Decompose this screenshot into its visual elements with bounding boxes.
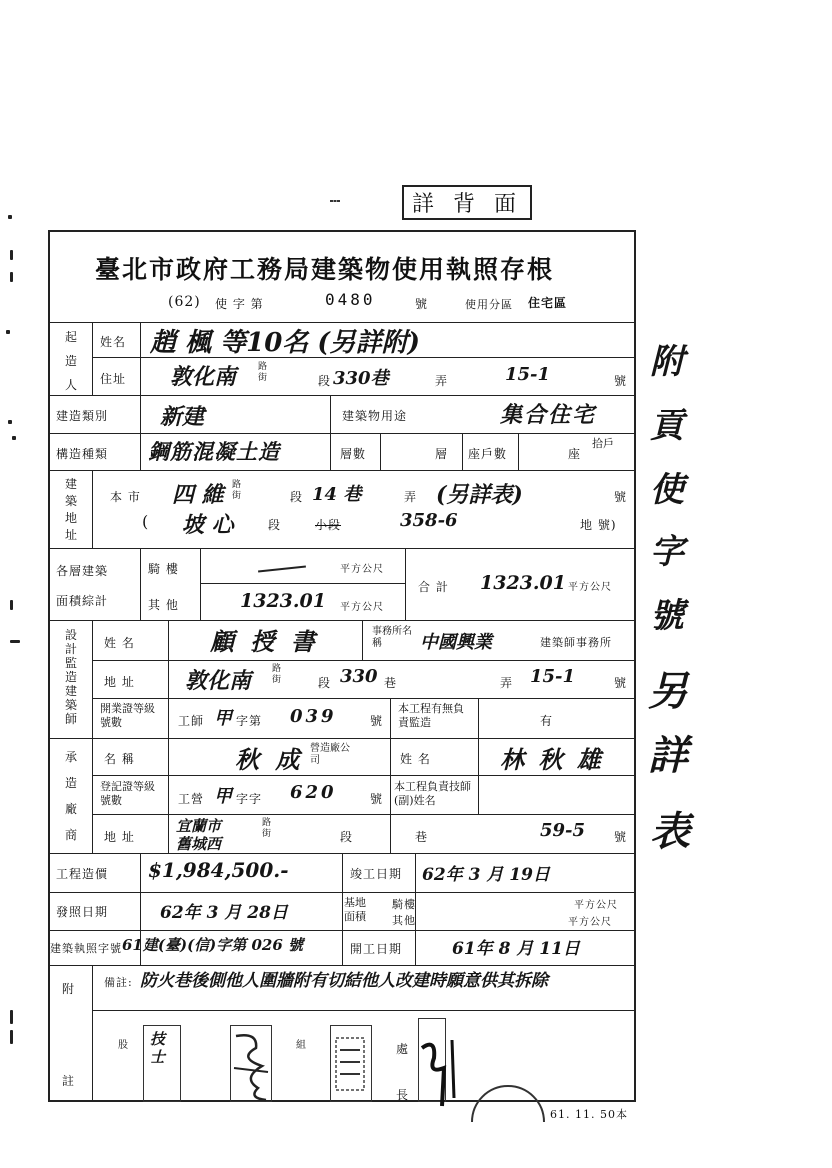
contractor-reg-prefix: 工營 [178,792,205,806]
permit-word: 使 字 第 [215,297,264,311]
rule-architect-top [48,620,636,621]
area-other-unit: 平方公尺 [340,602,384,613]
applicant-name-label: 姓名 [100,335,127,349]
rule-signature-top [92,1010,636,1011]
form-title: 臺北市政府工務局建築物使用執照存根 [95,255,555,284]
permit-hao: 號 [415,297,429,311]
vline-area-3 [405,548,406,620]
architect-addr-lane-label: 段 [318,676,332,690]
scan-speck [10,600,13,610]
vline-architect-3 [362,620,363,660]
round-seal-partial [466,1082,546,1122]
contractor-tech-label: 本工程負責技師(副)姓名 [394,780,471,807]
small-stamp [330,200,340,202]
households-label: 座戶數 [468,447,508,461]
applicant-addr-no: 15-1 [505,364,551,385]
rule-contractor-1 [92,775,636,776]
signature-scribble-3 [414,1018,464,1108]
architect-cert-no: 039 [290,706,337,727]
vline-structure-4 [462,433,463,471]
building-use-label: 建築物用途 [342,409,408,423]
architect-office-label: 事務所名稱 [372,626,412,649]
architect-cert-hao: 號 [370,714,384,728]
base-area-label: 基地面積 [344,896,366,923]
applicant-addr-lane: 330巷 [333,368,389,389]
architect-cert-zi: 字第 [236,714,263,728]
applicant-section-label: 起造人 [64,330,77,392]
applicant-addr-label: 住址 [100,372,127,386]
contractor-name-label: 名 稱 [104,752,135,766]
floors-label: 層數 [340,447,367,461]
scan-speck [8,420,12,424]
vline-architect-4 [390,698,391,853]
architect-addr-label: 地 址 [104,675,135,689]
zoning-label: 使用分區 [465,298,513,311]
vline-remarks [92,965,93,1102]
architect-section-label: 設計監造建築師 [64,628,77,726]
rule-structure-top [48,433,636,434]
site-section-label: 建築地址 [64,477,77,542]
vline-structure-5 [518,433,519,471]
site-road: 四 維 [172,482,224,508]
architect-addr-nong: 弄 [500,676,514,690]
permit-no-label: 建築執照字號 [50,942,122,955]
margin-right-line3: 另詳 [648,668,688,779]
vline-category-2 [330,395,331,433]
remarks-label: 附 [62,982,76,996]
site-small-duan: 小段 [315,518,342,532]
contractor-reg-no: 620 [290,782,337,803]
rule-site-top [48,470,636,471]
base-unit-2: 平方公尺 [568,917,612,928]
vline-architect [92,620,93,853]
base-arcade: 騎樓 [392,898,416,911]
contractor-addr-label: 地 址 [104,830,135,844]
issue-value: 62年 3 月 28日 [160,903,288,923]
structure-value: 鋼筋混凝土造 [148,439,280,464]
scan-speck [10,1010,13,1024]
cost-value: $1,984,500.- [148,858,289,882]
rule-contractor-2 [92,814,636,815]
signature-ke: 股 [118,1040,129,1051]
architect-addr-no: 15-1 [530,666,576,687]
site-hao: 號 [614,490,628,504]
issue-label: 發照日期 [56,905,109,919]
margin-right-line1: 附貢使 [650,342,684,510]
architect-supervision-label: 本工程有無負責監造 [398,702,464,729]
signature-ji: 技士 [150,1030,166,1066]
contractor-addr-city: 宜蘭市 [176,817,222,835]
completion-label: 竣工日期 [350,867,403,881]
vline-applicant-2 [140,322,141,396]
architect-addr-hao: 號 [614,676,628,690]
site-note: (另詳表) [436,482,523,508]
signature-scribble-2 [330,1030,374,1100]
rule-area-top [48,548,636,549]
area-arcade-label: 騎 樓 [148,562,179,576]
remarks-prefix: 備註: [104,976,133,989]
contractor-addr-road-suffix: 路街 [262,818,272,839]
contractor-person-value: 林 秋 雄 [500,745,604,774]
signature-chu: 處 [396,1042,410,1056]
architect-addr-lane-suffix: 巷 [384,676,398,690]
permit-number: 0480 [325,290,376,309]
applicant-name-value: 趙 楓 等10名 (另詳附) [150,328,420,358]
site-sub-section: 坡 心 [182,512,234,538]
completion-value: 62年 3 月 19日 [422,865,550,885]
site-nong: 弄 [404,490,418,504]
households-zuo: 座 [568,447,582,461]
applicant-addr-road-suffix: 路街 [258,362,268,383]
cost-label: 工程造價 [56,867,109,881]
contractor-addr-road: 舊城西 [176,835,222,853]
permit-prefix: (62) [168,294,201,310]
building-use-value: 集合住宅 [500,402,597,428]
applicant-addr-nong: 弄 [435,374,449,388]
margin-right-line2: 字號 [650,532,684,636]
contractor-reg-hao: 號 [370,792,384,806]
area-other-label: 其 他 [148,598,179,612]
vline-structure-3 [380,433,381,471]
structure-label: 構造種類 [56,447,109,461]
vline-architect-5 [478,698,479,814]
site-lot-label: 地 號) [580,518,617,532]
site-lot: 358-6 [400,510,458,531]
households-note: 拾戶 [592,437,614,450]
architect-addr-lane: 330 [340,666,378,687]
architect-addr-road-suffix: 路街 [272,664,282,685]
vline-cost-2 [342,853,343,965]
architect-name-label: 姓 名 [104,636,135,650]
contractor-addr-no: 59-5 [540,820,586,841]
contractor-name-suffix: 營造廠公司 [310,743,350,766]
category-value: 新建 [160,404,205,430]
architect-cert-grade: 甲 [214,708,232,729]
rule-architect-2 [92,698,636,699]
architect-office-suffix: 建築師事務所 [540,636,612,649]
contractor-name-value: 秋 成 [235,745,304,774]
site-duan: 段 [290,490,304,504]
area-total-unit: 平方公尺 [568,582,612,593]
architect-addr-road: 敦化南 [185,668,252,694]
remarks-value: 防火巷後側他人圍牆附有切結他人改建時願意供其拆除 [140,971,548,991]
vline-area-2 [200,548,201,620]
contractor-addr-hao: 號 [614,830,628,844]
area-total-value: 1323.01 [480,572,566,594]
rule-category-top [48,395,636,396]
vline-category [140,395,141,471]
area-arcade-unit: 平方公尺 [340,564,384,575]
margin-right-line4: 表 [650,808,690,855]
applicant-addr-hao: 號 [614,374,628,388]
zoning-value: 住宅區 [528,296,568,310]
category-label: 建造類別 [56,409,109,423]
signature-zhang2: 長 [396,1088,410,1102]
architect-supervision-value: 有 [540,714,554,728]
signature-zu: 組 [296,1040,307,1051]
site-prefix: 本 市 [110,490,141,504]
scan-speck [10,640,20,643]
vline-applicant [92,322,93,396]
rule-contractor-top [48,738,636,739]
contractor-section-label: 承造廠商 [64,750,77,842]
contractor-addr-lane: 巷 [415,830,429,844]
contractor-reg-label: 登記證等級號數 [100,780,155,807]
vline-structure-2 [330,433,331,471]
contractor-person-label: 姓 名 [400,752,431,766]
site-open-paren: ( [142,512,150,531]
signature-scribble-1 [228,1028,278,1103]
area-other-value: 1323.01 [240,590,326,612]
permit-no-value: 61建(臺)(信)字第 026 號 [122,936,304,954]
applicant-addr-road: 敦化南 [170,364,237,390]
scan-speck [12,436,16,440]
site-road-suffix: 路街 [232,480,242,501]
site-duan2: 段 [268,518,282,532]
remarks-label2: 註 [62,1074,76,1088]
scan-speck [8,215,12,219]
vline-architect-2 [168,620,169,853]
architect-name-value: 顧 授 書 [210,627,319,656]
architect-cert-prefix: 工師 [178,714,205,728]
vline-area [140,548,141,620]
applicant-addr-duan: 段 [318,374,332,388]
site-lane: 14 巷 [312,484,362,505]
contractor-addr-duan: 段 [340,830,354,844]
contractor-reg-zi: 字字 [236,792,263,806]
architect-cert-label: 開業證等級號數 [100,702,155,729]
base-other: 其他 [392,914,416,927]
scan-speck [10,272,13,282]
area-total-label: 合 計 [418,580,449,594]
architect-office-value: 中國興業 [420,632,492,653]
base-unit-1: 平方公尺 [574,900,618,911]
rule-architect-1 [92,660,636,661]
floors-suffix: 層 [435,447,449,461]
scan-speck [10,250,13,260]
footer-code: 61. 11. 50本 [550,1108,628,1121]
scan-speck [10,1030,13,1044]
area-section-label-2: 面積綜計 [56,594,109,608]
vline-site [92,470,93,548]
scan-speck [6,330,10,334]
rule-area-mid [200,583,405,584]
area-section-label-1: 各層建築 [56,564,109,578]
detail-box-stamp: 詳 背 面 [402,185,532,220]
start-label: 開工日期 [350,942,403,956]
start-value: 61年 8 月 11日 [452,939,580,959]
contractor-reg-grade: 甲 [214,786,232,807]
